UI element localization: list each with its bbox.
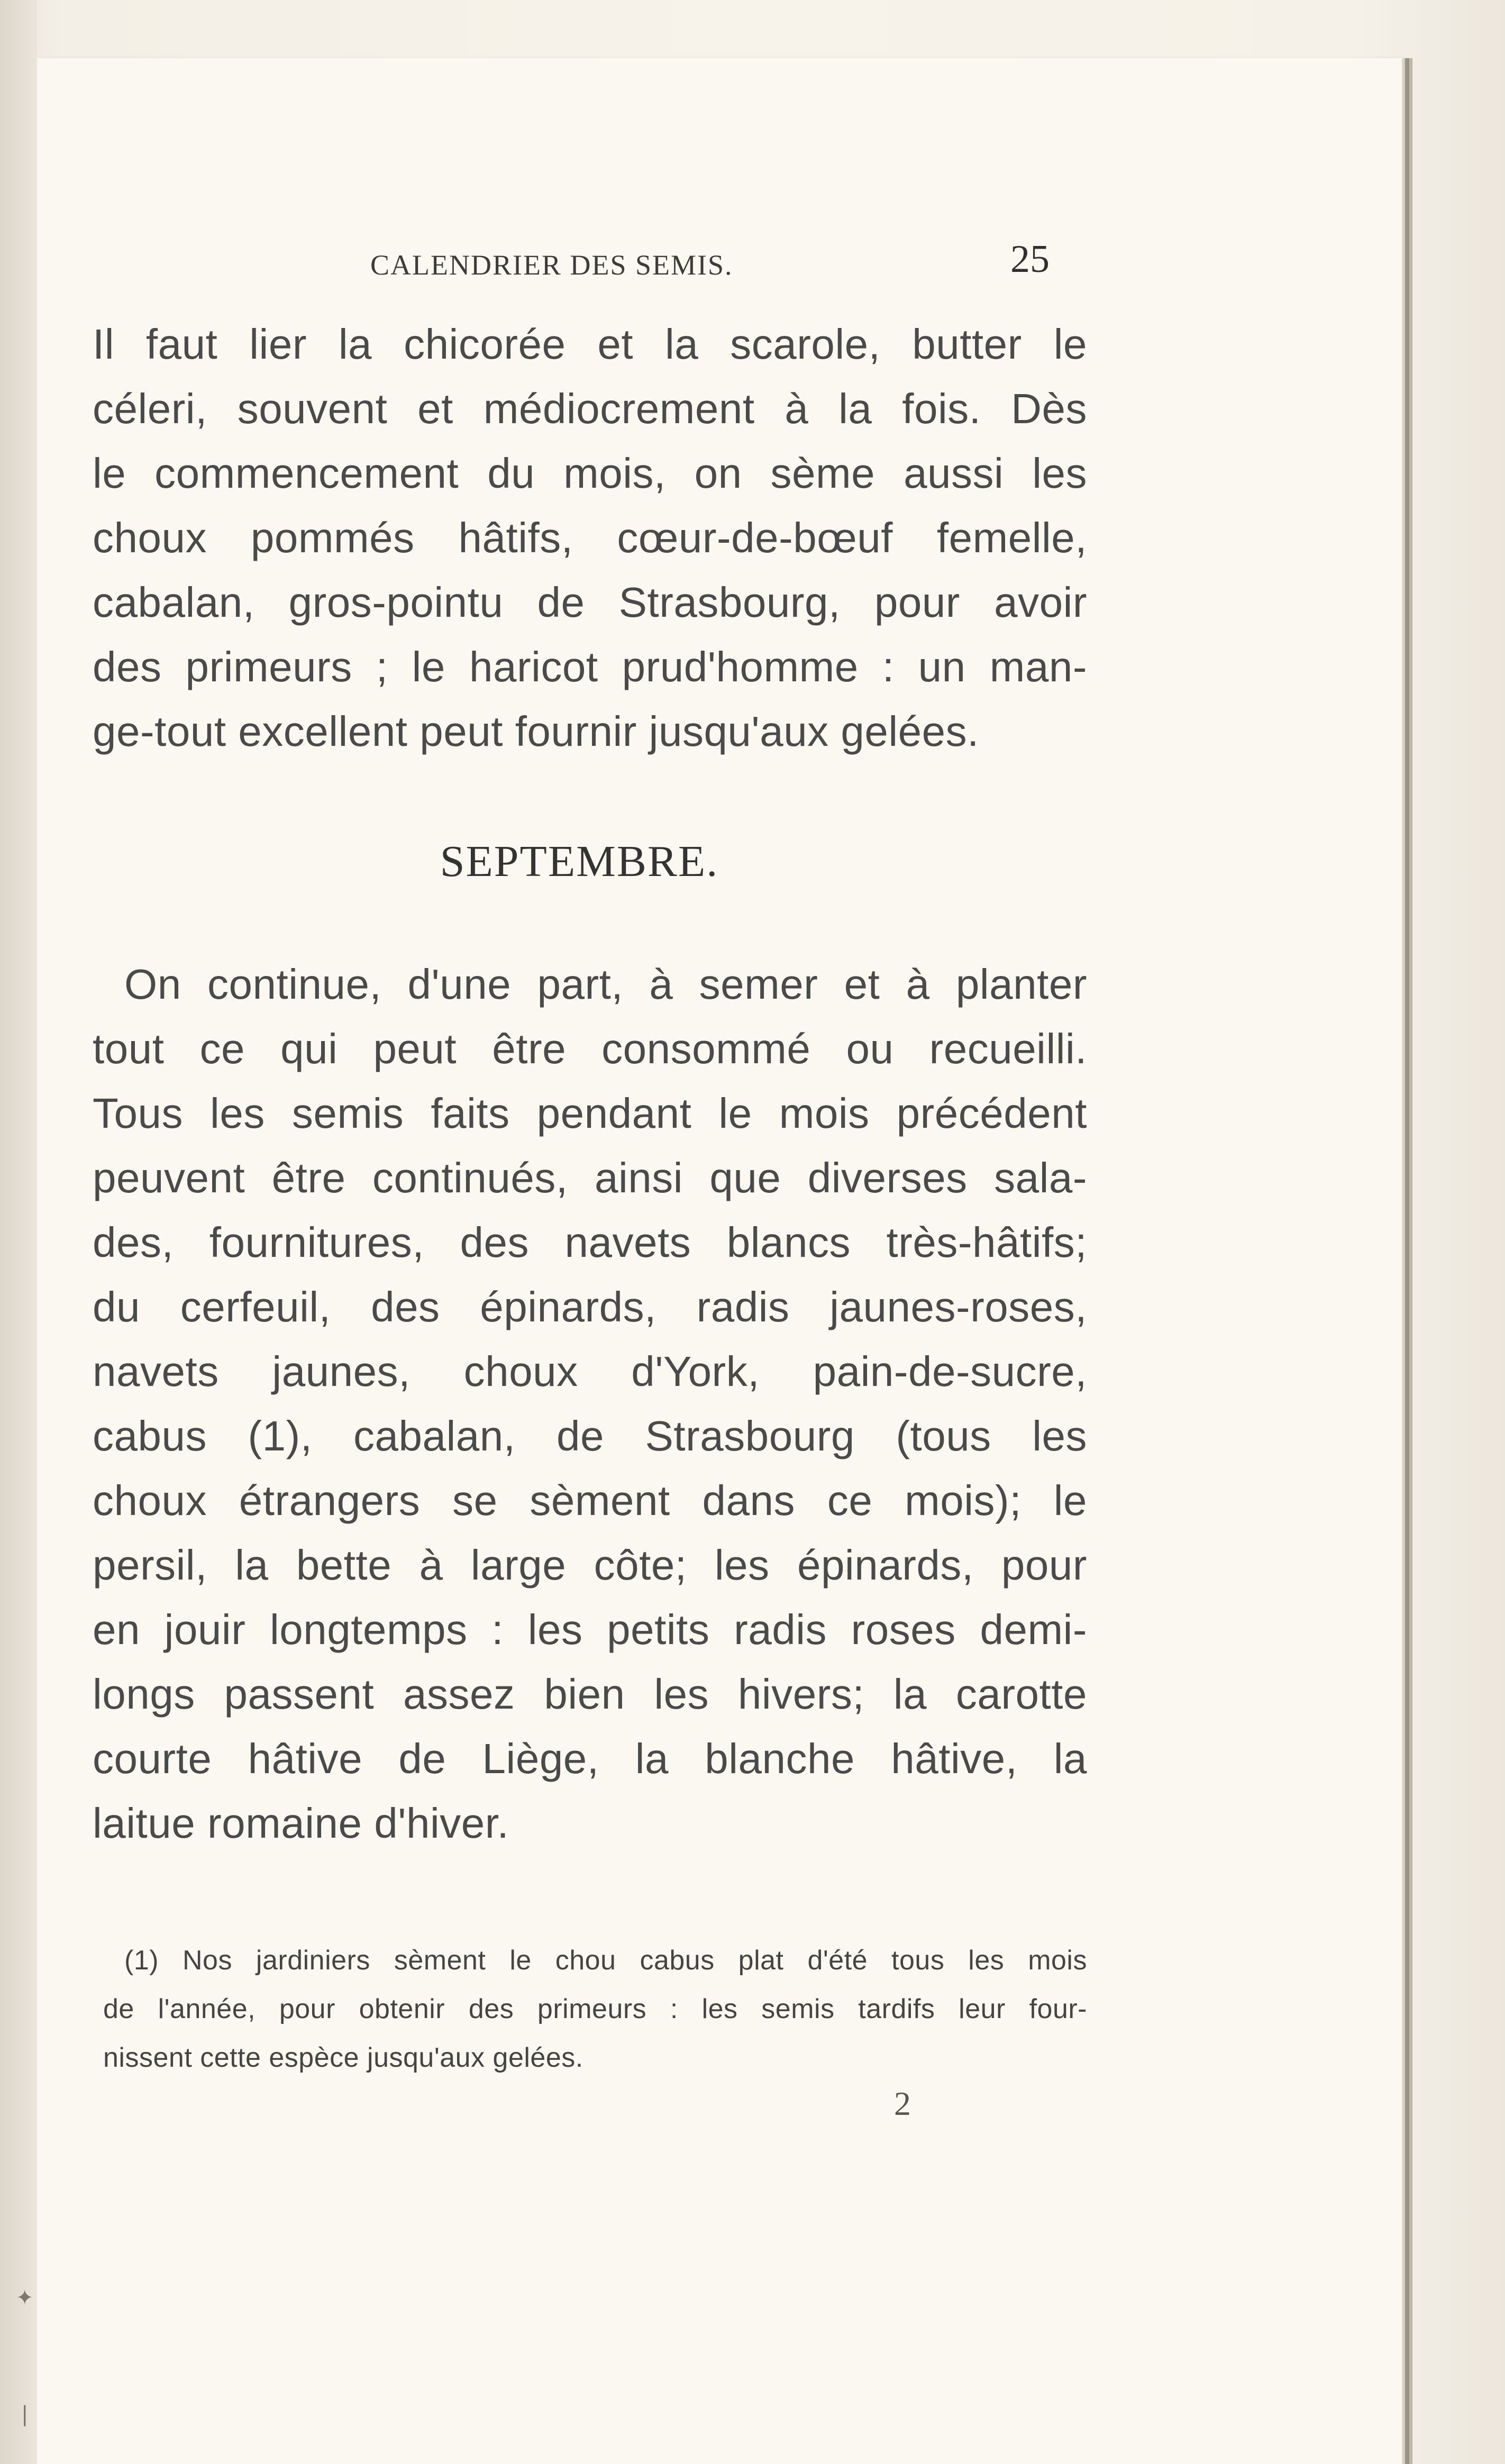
text-line: le commencement du mois, on sème aussi les: [93, 450, 1087, 497]
text-line: On continue, d'une part, à semer et à planter: [124, 961, 1087, 1008]
paragraph-september: [93, 952, 1087, 1856]
text-line: céleri, souvent et médiocrement à la fois. Dès: [93, 385, 1087, 432]
text-line: peuvent être continués, ainsi que diverses sala-: [93, 1154, 1087, 1201]
text-line: persil, la bette à large côte; les épinards, pour: [93, 1541, 1087, 1589]
text-line: cabalan, gros-pointu de Strasbourg, pour avoir: [93, 579, 1087, 626]
text-line: choux étrangers se sèment dans ce mois); le: [93, 1477, 1087, 1524]
text-line: courte hâtive de Liège, la blanche hâtive, la: [93, 1735, 1087, 1782]
text-line: en jouir longtemps : les petits radis roses demi-: [93, 1606, 1087, 1653]
binding-shadow: [0, 0, 37, 2464]
text-line: Tous les semis faits pendant le mois précédent: [93, 1090, 1087, 1137]
signature-mark: 2: [894, 2085, 911, 2122]
text-line: des primeurs ; le haricot prud'homme : un man-: [93, 643, 1087, 690]
text-line: cabus (1), cabalan, de Strasbourg (tous les: [93, 1412, 1087, 1459]
text-line: ge-tout excellent peut fournir jusqu'aux gelées.: [93, 708, 979, 755]
margin-mark-icon: ❘: [16, 2402, 34, 2426]
running-head: CALENDRIER DES SEMIS.: [370, 249, 733, 281]
text-line: des, fournitures, des navets blancs très-hâtifs;: [93, 1219, 1087, 1266]
footnote-line: de l'année, pour obtenir des primeurs : les semis tardifs leur four-: [103, 1994, 1087, 2024]
section-heading: SEPTEMBRE.: [440, 837, 719, 886]
text-line: choux pommés hâtifs, cœur-de-bœuf femelle,: [93, 514, 1087, 561]
text-line: longs passent assez bien les hivers; la carotte: [93, 1671, 1087, 1718]
text-line: navets jaunes, choux d'York, pain-de-sucre,: [93, 1348, 1087, 1395]
text-line: Il faut lier la chicorée et la scarole, butter le: [93, 321, 1087, 368]
footnote: [103, 1936, 1087, 2082]
footnote-line: nissent cette espèce jusqu'aux gelées.: [103, 2042, 583, 2073]
paragraph-august-end: [93, 312, 1087, 764]
text-line: tout ce qui peut être consommé ou recueilli.: [93, 1025, 1087, 1072]
page-edge-line: [1405, 58, 1409, 2464]
page-number: 25: [1010, 238, 1050, 281]
text-line: du cerfeuil, des épinards, radis jaunes-roses,: [93, 1283, 1087, 1330]
footnote-line: (1) Nos jardiniers sèment le chou cabus plat d'été tous les mois: [124, 1945, 1087, 1976]
margin-mark-icon: ✦: [16, 2286, 34, 2310]
text-line: laitue romaine d'hiver.: [93, 1800, 509, 1847]
